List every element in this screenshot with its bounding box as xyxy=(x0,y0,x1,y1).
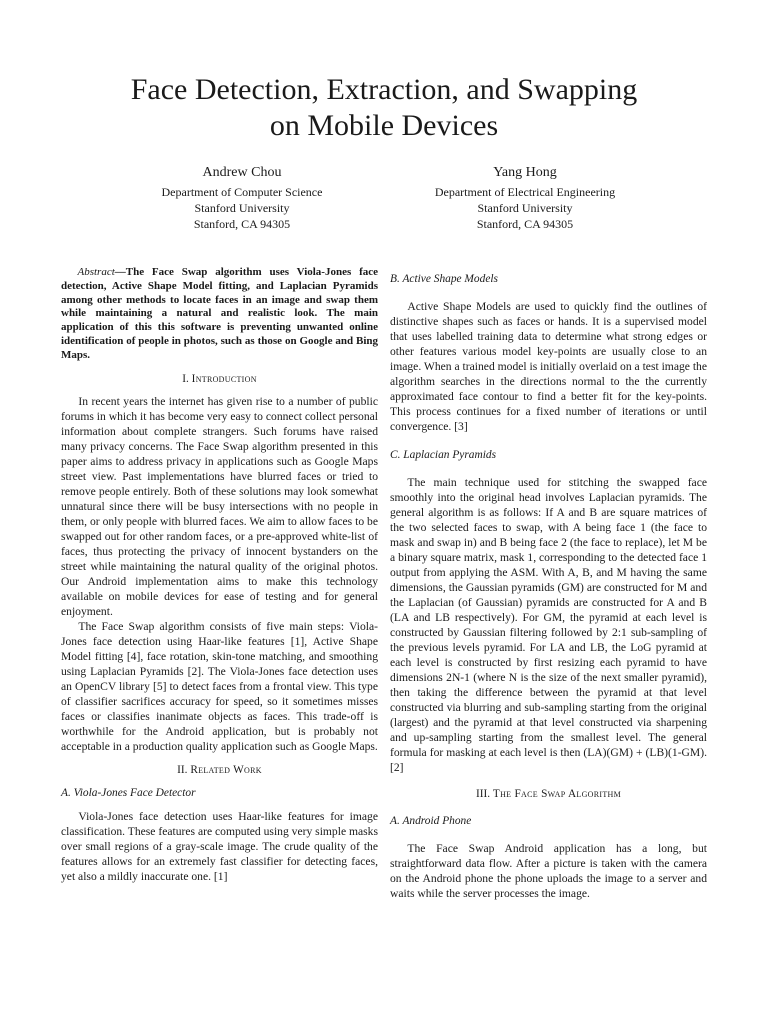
author-university: Stanford University xyxy=(194,201,290,215)
author-address: Stanford, CA 94305 xyxy=(193,217,291,231)
author-department: Department of Electrical Engineering xyxy=(434,185,616,199)
section-title: Introduction xyxy=(191,372,257,385)
author-address: Stanford, CA 94305 xyxy=(476,217,574,231)
author-name: Andrew Chou xyxy=(202,165,282,180)
subsection-heading-laplacian-pyramids: C. Laplacian Pyramids xyxy=(390,449,496,461)
section-title: The Face Swap Algorithm xyxy=(492,788,622,800)
author-university: Stanford University xyxy=(477,201,573,215)
left-column xyxy=(61,266,378,884)
subsection-heading-active-shape-models: B. Active Shape Models xyxy=(390,273,498,285)
section-number: III. xyxy=(475,788,491,800)
title-line-2: on Mobile Devices xyxy=(269,109,499,142)
subsection-heading-android-phone: A. Android Phone xyxy=(390,815,472,827)
section-heading-introduction xyxy=(61,372,378,387)
intro-paragraph-2: The Face Swap algorithm consists of five main steps: Viola-Jones face detection using Haar-like features [1], Active Shape Model fitting [4], face rotation, skin-tone matching, and smoothing using Laplacian Pyramids [2]. The Viola-Jones face detection uses an OpenCV library [5] to detect faces from a frontal view. This type of classifier sacrifices accuracy for speed, so it sometimes misses faces or classifies inanimate objects as faces. This trade-off is worthwhile for the Android application, but is probably not acceptable in a production quality application such as Google Maps. xyxy=(61,619,378,753)
title-line-1: Face Detection, Extraction, and Swapping xyxy=(130,73,638,106)
author-block-1 xyxy=(112,164,372,232)
author-name: Yang Hong xyxy=(493,165,557,180)
section-title: Related Work xyxy=(190,763,262,776)
android-phone-paragraph: The Face Swap Android application has a long, but straightforward data flow. After a picture is taken with the camera on the Android phone the phone uploads the image to a server and waits while the server processes the image. xyxy=(390,842,707,900)
laplacian-pyramids-paragraph: The main technique used for stitching the swapped face smoothly into the original head involves Laplacian pyramids. The general algorithm is as follows: If A and B are square matrices of the two selected faces to swap, with A being face 1 (the face to mask and swap in) and B being face 2 (the face to replace), let M be a binary square matrix, mask 1, corresponding to the detected face 1 output from applying the ASM. With A, B, and M having the same dimensions, the Gaussian pyramids (GM) are constructed for M and the Laplacian (of Gaussian) pyramids are constructed for A and B (LA and LB respectively). For GM, the pyramid at each level is constructed by Gaussian filtering followed by 2:1 sub-sampling of the previous levels pyramid. For LA and LB, the LoG pyramid at each level is constructed by first resizing each pyramid to have dimensions 2N-1 (where N is the size of the next smaller pyramid), then taking the difference between the pyramid at that level constructed via blurring and sub-sampling starting from the original (largest) and the pyramid at that level constructed via sharpening and up-sampling starting from the smallest level. The general formula for masking at each level is then (LA)(GM) + (LB)(1-GM). [2] xyxy=(390,476,707,774)
author-department: Department of Computer Science xyxy=(161,185,323,199)
abstract-text: —The Face Swap algorithm uses Viola-Jones face detection, Active Shape Model fitting, and Laplacian Pyramids among other methods to locate faces in an image and swap them while maintaining a natural and realistic look. The main application of this this software is preventing unwanted online identification of people in photos, such as those on Google and Bing Maps. xyxy=(61,266,378,361)
section-heading-face-swap-algorithm xyxy=(390,787,707,802)
abstract xyxy=(61,266,378,363)
section-heading-related-work xyxy=(61,763,378,778)
paper-title xyxy=(0,72,768,144)
abstract-label: Abstract xyxy=(77,266,115,278)
section-number: II. xyxy=(177,763,188,776)
subsection-heading-viola-jones: A. Viola-Jones Face Detector xyxy=(61,786,196,799)
section-number: I. xyxy=(182,372,189,385)
intro-paragraph-1: In recent years the internet has given rise to a number of public forums in which it has become very easy to connect collect personal information about complete strangers. Such forums have raised many privacy concerns. The Face Swap algorithm presented in this paper aims to address privacy in applications such as Google Maps street view. Past implementations have blurred faces or tried to remove people entirely. Both of these solutions may look somewhat unnatural since there will be busy intersections with no people in them, or only people with blurred faces. We aim to allow faces to be swapped out for other random faces, or a pre-approved white-list of faces, thus protecting the privacy of innocent bystanders on the street while maintaining the natural quality of the original photos. Our Android implementation aims to make this technology available on mobile devices for ease of testing and for general enjoyment. xyxy=(61,394,378,618)
author-block-2 xyxy=(395,164,655,232)
viola-jones-paragraph: Viola-Jones face detection uses Haar-like features for image classification. These features are computed using very simple masks over small regions of a gray-scale image. The crude quality of the features allows for an extremely fast classifier for detecting faces, yet also a mildly inaccurate one. [1] xyxy=(61,809,378,883)
active-shape-models-paragraph: Active Shape Models are used to quickly find the outlines of distinctive shapes such as faces or hands. It is a supervised model that uses labelled training data to determine what strong edges or other features various model key-points are usually close to an image. When a trained model is initially overlaid on a test image the algorithm searches in the directions normal to the the currently approximated face contour to find a better fit for the key-points. This process continues for a fixed number of iterations or until convergence. [3] xyxy=(390,300,707,433)
right-column xyxy=(390,266,707,901)
